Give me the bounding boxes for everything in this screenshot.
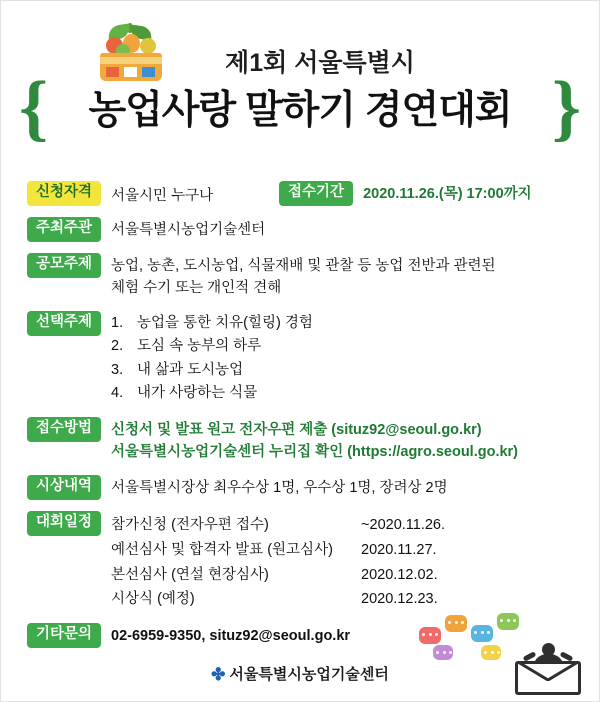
schedule-date: ~2020.11.26.	[361, 516, 446, 533]
brace-right: }	[551, 67, 581, 149]
tag-schedule: 대회일정	[27, 511, 101, 536]
theme-line-1: 농업, 농촌, 도시농업, 식물재배 및 관찰 등 농업 전반과 관련된	[111, 257, 496, 274]
topic-number: 1.	[111, 314, 124, 331]
poster-subtitle: 제1회 서울특별시	[225, 49, 415, 77]
host-value: 서울특별시농업기술센터	[111, 221, 266, 238]
table-row	[111, 538, 573, 563]
tag-period: 접수기간	[279, 181, 353, 206]
schedule-date: 2020.11.27.	[361, 541, 437, 558]
schedule-label: 시상식 (예정)	[111, 591, 195, 608]
row-schedule	[27, 511, 573, 613]
apply-line-2: 서울특별시농업기술센터 누리집 확인 (https://agro.seoul.go.kr)	[111, 444, 519, 461]
tag-contact: 기타문의	[27, 623, 101, 648]
row-topics	[27, 311, 573, 406]
footer-logo	[1, 663, 599, 685]
list-item	[111, 382, 573, 405]
period-value: 2020.11.26.(목) 17:00까지	[363, 186, 532, 202]
eligibility-value: 서울시민 누구나	[111, 188, 214, 204]
theme-line-2: 체험 수기 또는 개인적 견해	[111, 280, 282, 297]
poster-body	[1, 161, 599, 648]
list-item	[111, 335, 573, 358]
topic-text: 내가 사랑하는 식물	[137, 385, 258, 402]
table-row	[111, 587, 573, 612]
schedule-label: 본선심사 (연설 현장심사)	[111, 566, 269, 583]
tag-host: 주최주관	[27, 217, 101, 242]
footer-logo-text: 서울특별시농업기술센터	[229, 666, 389, 683]
tag-apply: 접수방법	[27, 417, 101, 442]
row-prizes	[27, 475, 573, 500]
eligibility-period-pair	[101, 181, 573, 206]
apply-line-1: 신청서 및 발표 원고 전자우편 제출 (situz92@seoul.go.kr)	[111, 421, 482, 438]
schedule-date: 2020.12.23.	[361, 591, 438, 608]
schedule-label: 예선심사 및 합격자 발표 (원고심사)	[111, 541, 333, 558]
topic-number: 3.	[111, 361, 124, 378]
theme-value	[101, 253, 573, 300]
speech-bubbles-icon	[419, 613, 523, 657]
brace-left: {	[19, 67, 49, 149]
topic-text: 내 삶과 도시농업	[137, 361, 244, 378]
table-row	[111, 513, 573, 538]
poster-title: 농업사랑 말하기 경연대회	[88, 89, 512, 132]
contact-value: 02-6959-9350, situz92@seoul.go.kr	[111, 628, 351, 645]
tag-topics: 선택주제	[27, 311, 101, 336]
list-item	[111, 359, 573, 382]
apply-value	[101, 417, 573, 464]
poster-header	[1, 1, 599, 161]
schedule-date: 2020.12.02.	[361, 566, 438, 583]
schedule-label: 참가신청 (전자우편 접수)	[111, 516, 269, 533]
schedule-table	[101, 511, 573, 613]
tag-prizes: 시상내역	[27, 475, 101, 500]
table-row	[111, 563, 573, 588]
poster-footer	[1, 615, 599, 701]
prizes-value: 서울특별시장상 최우수상 1명, 우수상 1명, 장려상 2명	[111, 479, 448, 496]
topic-text: 도심 속 농부의 하루	[137, 338, 262, 355]
topic-text: 농업을 통한 치유(힐링) 경험	[137, 314, 313, 331]
topic-number: 2.	[111, 338, 124, 355]
tag-eligibility: 신청자격	[27, 181, 101, 206]
list-item	[111, 312, 573, 335]
row-eligibility	[27, 181, 573, 206]
row-apply	[27, 417, 573, 464]
row-theme	[27, 253, 573, 300]
topic-list	[101, 311, 573, 406]
topic-number: 4.	[111, 385, 124, 402]
row-host	[27, 217, 573, 242]
tag-theme: 공모주제	[27, 253, 101, 278]
seoul-logo-icon: ✤	[211, 665, 226, 684]
